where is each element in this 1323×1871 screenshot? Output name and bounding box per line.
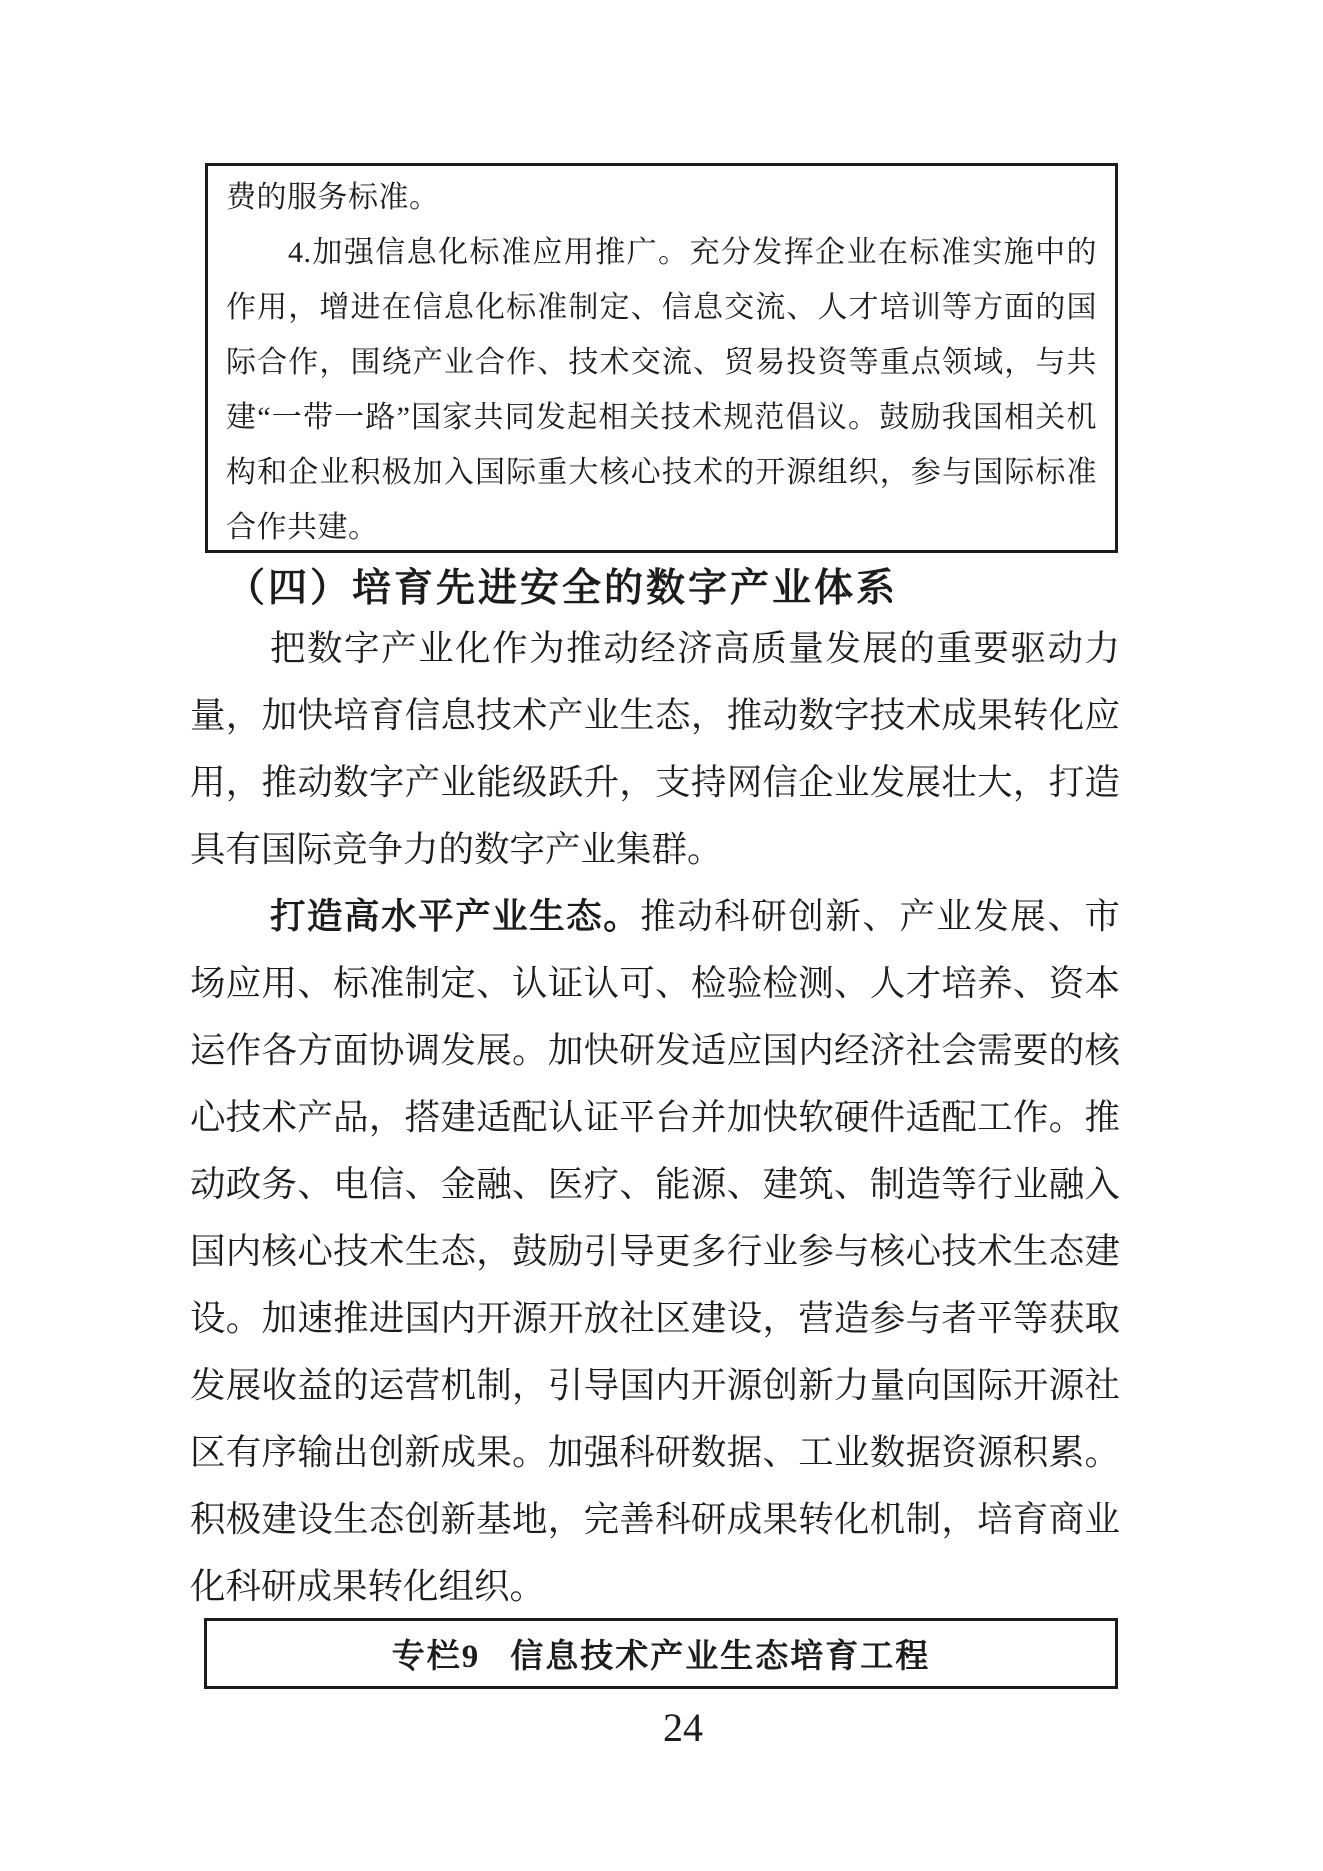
section-heading: （四）培育先进安全的数字产业体系 bbox=[226, 567, 899, 610]
callout-box-continuation bbox=[205, 163, 1118, 553]
callout-box-name: 信息技术产业生态培育工程 bbox=[510, 1639, 931, 1675]
box-item-4-body: 充分发挥企业在标准实施中的作用，增进在信息化标准制定、信息交流、人才培训等方面的国际合作，围绕产业合作、技术交流、贸易投资等重点领域，与共建“一带一路”国家共同发起相关技术规范倡议。鼓励我国相关机构和企业积极加入国际重大核心技术的开源组织，参与国际标准合作共建。 bbox=[226, 236, 1098, 544]
section-body bbox=[190, 615, 1120, 1620]
page-number: 24 bbox=[663, 1705, 703, 1750]
paragraph-2-body: 推动科研创新、产业发展、市场应用、标准制定、认证认可、检验检测、人才培养、资本运作各方面协调发展。加快研发适应国内经济社会需要的核心技术产品，搭建适配认证平台并加快软硬件适配工作。推动政务、电信、金融、医疗、能源、建筑、制造等行业融入国内核心技术生态，鼓励引导更多行业参与核心技术生态建设。加速推进国内开源开放社区建设，营造参与者平等获取发展收益的运营机制，引导国内开源创新力量向国际开源社区有序输出创新成果。加强科研数据、工业数据资源积累。积极建设生态创新基地，完善科研成果转化机制，培育商业化科研成果转化组织。 bbox=[190, 896, 1120, 1606]
box-item-4 bbox=[226, 225, 1097, 553]
box-item-4-lead: 4.加强信息化标准应用推广。 bbox=[288, 236, 690, 269]
box-continuation-line: 费的服务标准。 bbox=[226, 181, 440, 214]
paragraph-1: 把数字产业化作为推动经济高质量发展的重要驱动力量，加快培育信息技术产业生态，推动数字技术成果转化应用，推动数字产业能级跃升，支持网信企业发展壮大，打造具有国际竞争力的数字产业集群。 bbox=[190, 628, 1120, 869]
callout-box-number: 专栏9 bbox=[391, 1639, 481, 1675]
callout-box-title bbox=[392, 1630, 931, 1677]
callout-box-header bbox=[204, 1618, 1118, 1689]
paragraph-2 bbox=[190, 883, 1120, 1620]
paragraph-2-lead: 打造高水平产业生态。 bbox=[270, 896, 641, 936]
